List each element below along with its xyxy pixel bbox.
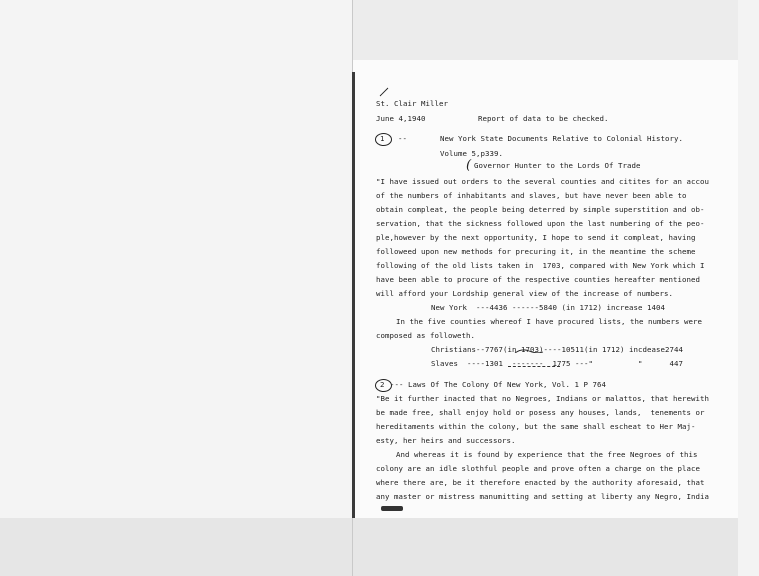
handwritten-curve	[514, 347, 544, 353]
underline-dashes	[508, 366, 560, 368]
quote-line: following of the old lists taken in 1703, compared with New York which I	[376, 261, 705, 270]
law-line: be made free, shall enjoy hold or posess any houses, lands, tenements or	[376, 408, 705, 417]
ink-smudge	[381, 506, 403, 511]
law-line: where there are, be it therefore enacted by the authority aforesaid, that	[376, 478, 705, 487]
quote-line: will afford your Lordship general view of the increase of numbers.	[376, 289, 673, 298]
item-1-dashes: --	[398, 134, 407, 143]
quote-line: followeed upon new methods for precuring it, in the meantime the scheme	[376, 247, 696, 256]
item-2-heading: --- Laws Of The Colony Of New York, Vol. 1 P 764	[390, 380, 606, 389]
right-margin	[738, 0, 759, 576]
pen-tick-mark	[378, 86, 390, 98]
law-line: esty, her heirs and successors.	[376, 436, 516, 445]
stats-new-york: New York ---4436 ------5840 (in 1712) increase 1404	[431, 303, 665, 312]
left-blank-page	[0, 0, 352, 518]
page-edge-shadow	[352, 72, 355, 518]
open-paren-mark: (	[466, 158, 472, 173]
stats-intro: In the five counties whereof I have procured lists, the numbers were	[396, 317, 702, 326]
quote-line: have been able to procure of the respective counties hereafter mentioned	[376, 275, 700, 284]
law-line: And whereas it is found by experience that the free Negroes of this	[396, 450, 698, 459]
stats-christians: Christians--7767(in 1703)----10511(in 1712) incdease2744	[431, 345, 683, 354]
item-1-source: New York State Documents Relative to Colonial History.	[440, 134, 683, 143]
report-title: Report of data to be checked.	[478, 114, 609, 123]
scanner-bed-strip	[0, 518, 759, 576]
report-date: June 4,1940	[376, 114, 426, 123]
quote-line: obtain compleat, the people being deterred by simple superstition and ob-	[376, 205, 705, 214]
quote-line: servation, that the sickness followed upon the last numbering of the peo-	[376, 219, 705, 228]
quote-line: ple,however by the next opportunity, I hope to send it compleat, having	[376, 233, 696, 242]
quote-line: of the numbers of inhabitants and slaves, but have never been able to	[376, 191, 687, 200]
quote-line: "I have issued out orders to the several counties and citites for an accou	[376, 177, 709, 186]
item-1-number: 1	[380, 134, 385, 143]
law-line: colony are an idle slothful people and prove often a charge on the place	[376, 464, 700, 473]
stats-slaves: Slaves ----1301 ------- 1775 ---" " 447	[431, 359, 683, 368]
item-2-number: 2	[380, 380, 385, 389]
item-1-subtitle: Governor Hunter to the Lords Of Trade	[474, 161, 641, 170]
item-1-volume: Volume 5,p339.	[440, 149, 503, 158]
law-line: hereditaments within the colony, but the same shall escheat to Her Maj-	[376, 422, 696, 431]
author-name: St. Clair Miller	[376, 99, 448, 108]
law-line: any master or mistress manumitting and setting at liberty any Negro, India	[376, 492, 709, 501]
stats-intro-cont: composed as followeth.	[376, 331, 475, 340]
law-line: "Be it further inacted that no Negroes, Indians or malattos, that herewith	[376, 394, 709, 403]
